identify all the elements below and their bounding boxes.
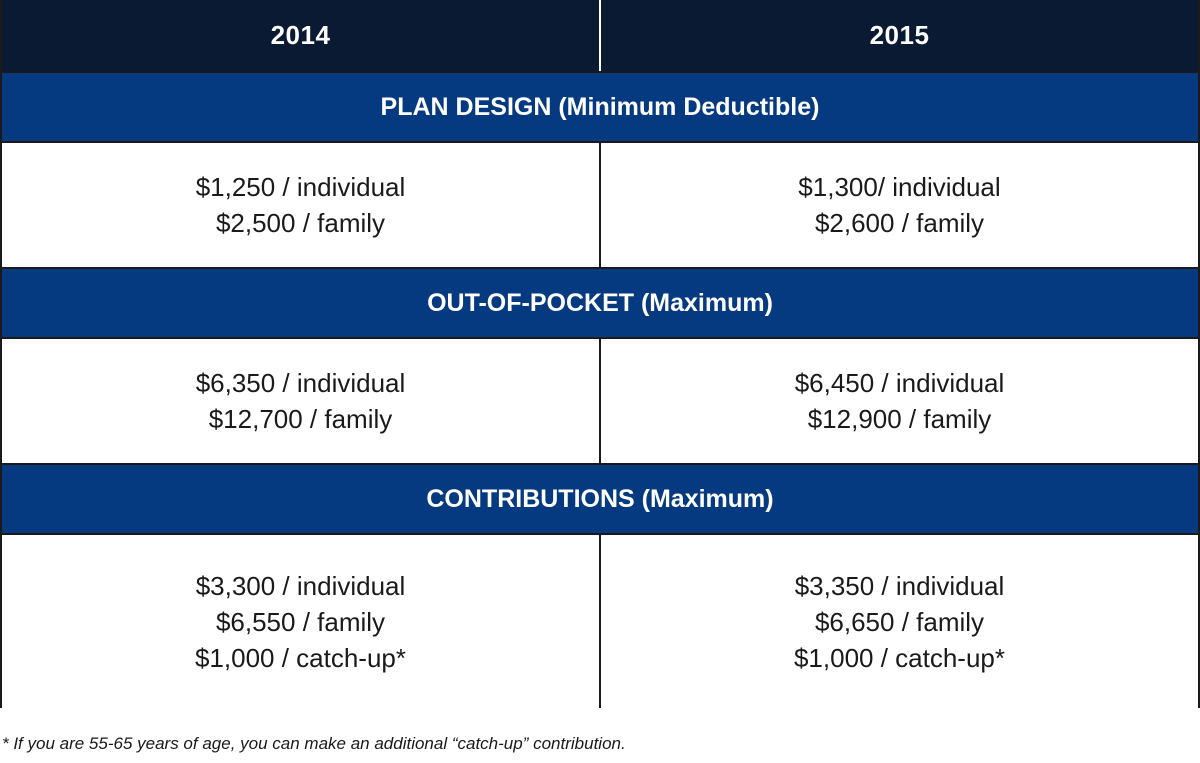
contributions-2015-individual: $3,350 / individual (794, 570, 1005, 601)
plan-design-2015-individual: $1,300/ individual (798, 172, 1001, 202)
out-of-pocket-row (2, 339, 1198, 463)
table-header-row (2, 0, 1198, 71)
out-of-pocket-2015-family: $12,900 / family (807, 404, 992, 434)
section-plan-design-title: PLAN DESIGN (Minimum Deductible) (2, 71, 1198, 143)
plan-design-2015-family: $2,600 / family (814, 208, 985, 238)
section-contributions-title: CONTRIBUTIONS (Maximum) (2, 463, 1198, 535)
header-2014: 2014 (2, 0, 601, 71)
plan-design-2015-cell (601, 143, 1198, 267)
header-2015: 2015 (869, 20, 930, 50)
out-of-pocket-2015-individual: $6,450 / individual (794, 368, 1005, 398)
plan-design-2014-cell (2, 143, 601, 267)
out-of-pocket-2014-cell (2, 339, 601, 463)
out-of-pocket-2015-cell (601, 339, 1198, 463)
contributions-2015-catch-up: $1,000 / catch-up* (793, 642, 1006, 673)
contributions-row (2, 535, 1198, 708)
out-of-pocket-2014-family: $12,700 / family (208, 404, 393, 434)
contributions-2014-family: $6,550 / family (215, 606, 386, 637)
plan-design-row (2, 143, 1198, 267)
contributions-2014-catch-up: $1,000 / catch-up* (194, 642, 407, 673)
contributions-2014-individual: $3,300 / individual (195, 570, 406, 601)
plan-design-2014-family: $2,500 / family (215, 208, 386, 238)
section-out-of-pocket-title: OUT-OF-POCKET (Maximum) (2, 267, 1198, 339)
out-of-pocket-2014-individual: $6,350 / individual (195, 368, 406, 398)
contributions-2014-cell (2, 535, 601, 708)
contributions-2015-cell (601, 535, 1198, 708)
footnote: * If you are 55-65 years of age, you can make an additional “catch-up” contribution. (2, 734, 626, 753)
plan-design-2014-individual: $1,250 / individual (195, 172, 406, 202)
contributions-2015-family: $6,650 / family (814, 606, 985, 637)
